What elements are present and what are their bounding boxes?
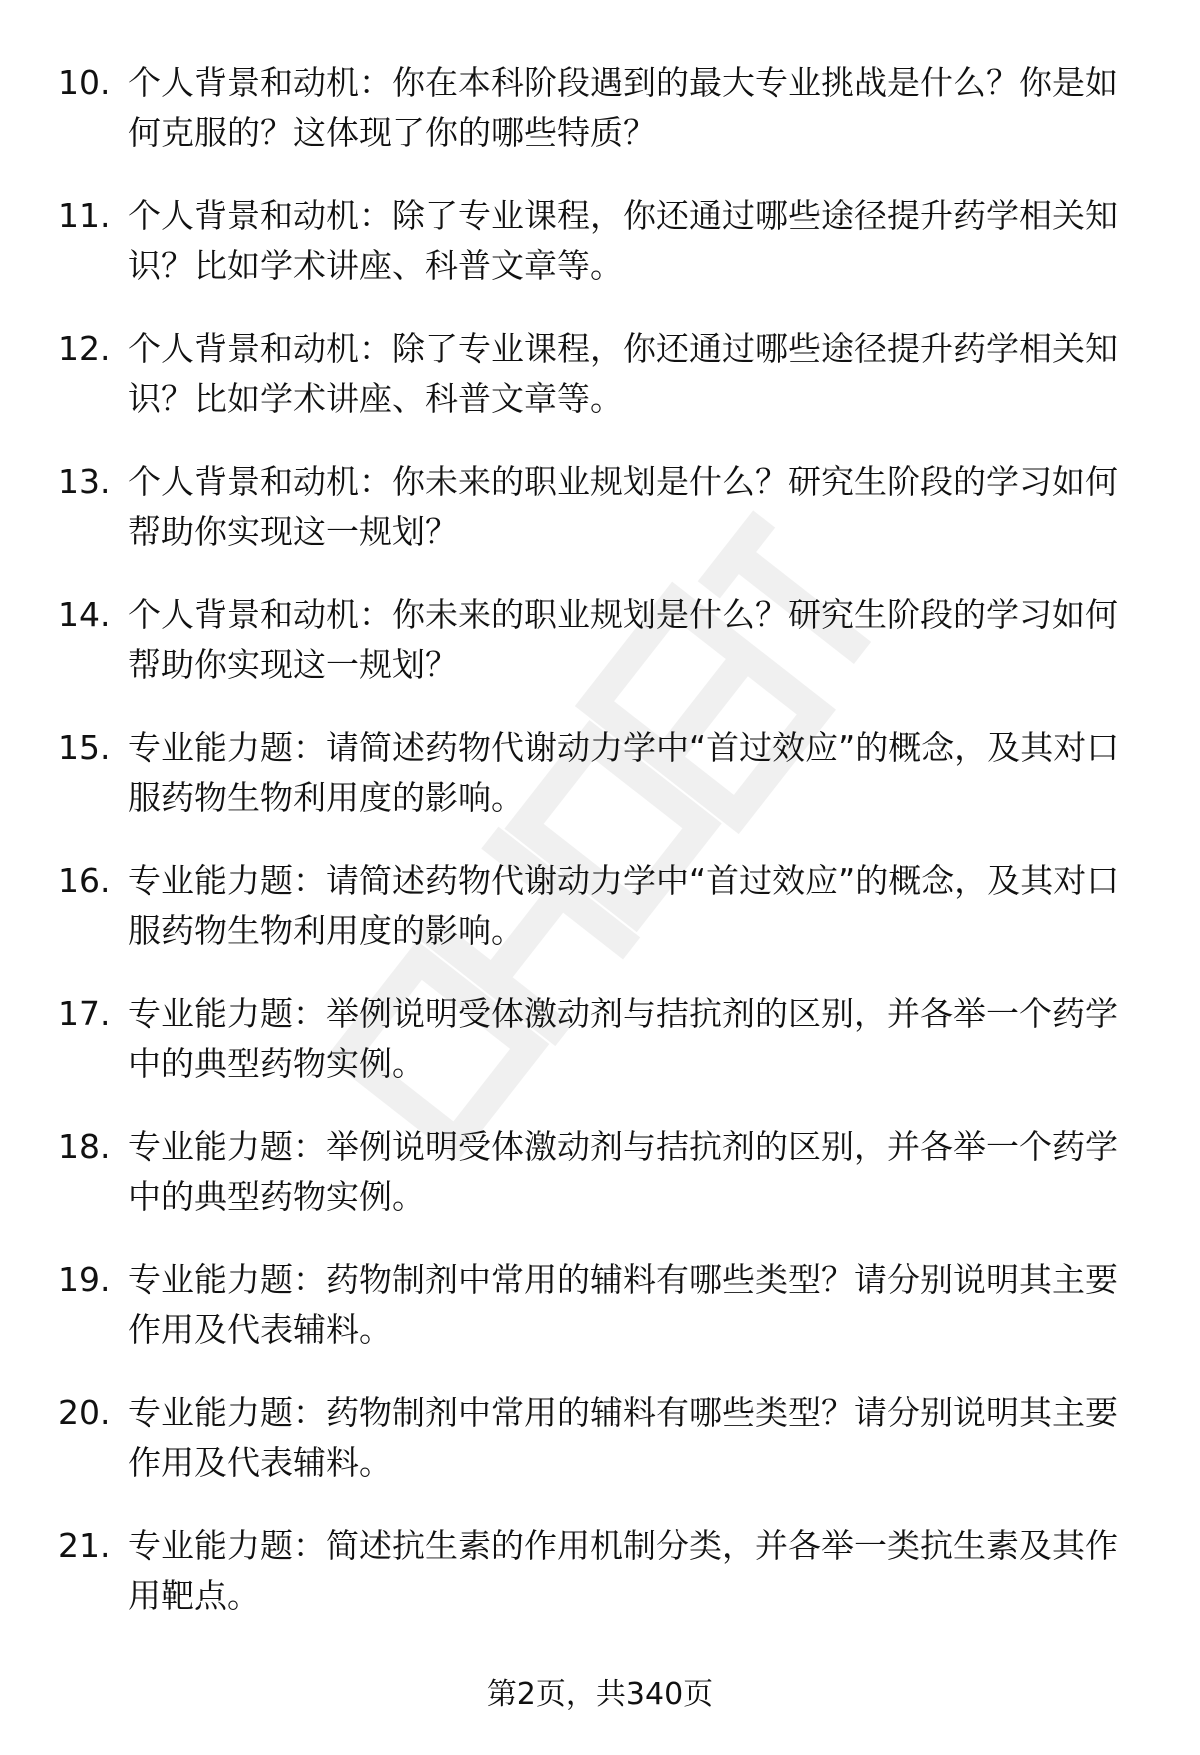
question-text: 个人背景和动机：除了专业课程，你还通过哪些途径提升药学相关知识？比如学术讲座、科普文章等。 [128, 329, 1118, 418]
question-number: 12. [58, 329, 111, 368]
question-text: 专业能力题：药物制剂中常用的辅料有哪些类型？请分别说明其主要作用及代表辅料。 [128, 1260, 1118, 1349]
question-text: 专业能力题：药物制剂中常用的辅料有哪些类型？请分别说明其主要作用及代表辅料。 [128, 1393, 1118, 1482]
question-text: 个人背景和动机：除了专业课程，你还通过哪些途径提升药学相关知识？比如学术讲座、科普文章等。 [128, 196, 1118, 285]
question-item-16 [0, 856, 1200, 989]
question-number: 17. [58, 994, 111, 1033]
question-number: 10. [58, 63, 111, 102]
question-item-21 [0, 1521, 1200, 1654]
question-list [0, 58, 1200, 1654]
page-footer: 第2页，共340页 [486, 1677, 714, 1712]
question-number: 14. [58, 595, 111, 634]
question-item-18 [0, 1122, 1200, 1255]
question-item-20 [0, 1388, 1200, 1521]
question-text: 专业能力题：请简述药物代谢动力学中“首过效应”的概念，及其对口服药物生物利用度的影响。 [128, 728, 1120, 817]
question-number: 13. [58, 462, 111, 501]
question-number: 19. [58, 1260, 111, 1299]
question-item-11 [0, 191, 1200, 324]
question-text: 个人背景和动机：你未来的职业规划是什么？研究生阶段的学习如何帮助你实现这一规划？ [128, 595, 1118, 684]
question-text: 专业能力题：简述抗生素的作用机制分类，并各举一类抗生素及其作用靶点。 [128, 1526, 1118, 1615]
question-number: 15. [58, 728, 111, 767]
question-number: 16. [58, 861, 111, 900]
question-item-10 [0, 58, 1200, 191]
question-item-14 [0, 590, 1200, 723]
question-text: 个人背景和动机：你未来的职业规划是什么？研究生阶段的学习如何帮助你实现这一规划？ [128, 462, 1118, 551]
question-number: 20. [58, 1393, 111, 1432]
question-item-12 [0, 324, 1200, 457]
question-item-17 [0, 989, 1200, 1122]
question-text: 专业能力题：举例说明受体激动剂与拮抗剂的区别，并各举一个药学中的典型药物实例。 [128, 1127, 1118, 1216]
question-item-13 [0, 457, 1200, 590]
question-number: 11. [58, 196, 111, 235]
question-text: 专业能力题：举例说明受体激动剂与拮抗剂的区别，并各举一个药学中的典型药物实例。 [128, 994, 1118, 1083]
question-item-15 [0, 723, 1200, 856]
question-number: 18. [58, 1127, 111, 1166]
question-text: 个人背景和动机：你在本科阶段遇到的最大专业挑战是什么？你是如何克服的？这体现了你的哪些特质？ [128, 63, 1118, 152]
question-number: 21. [58, 1526, 111, 1565]
question-item-19 [0, 1255, 1200, 1388]
question-text: 专业能力题：请简述药物代谢动力学中“首过效应”的概念，及其对口服药物生物利用度的影响。 [128, 861, 1120, 950]
